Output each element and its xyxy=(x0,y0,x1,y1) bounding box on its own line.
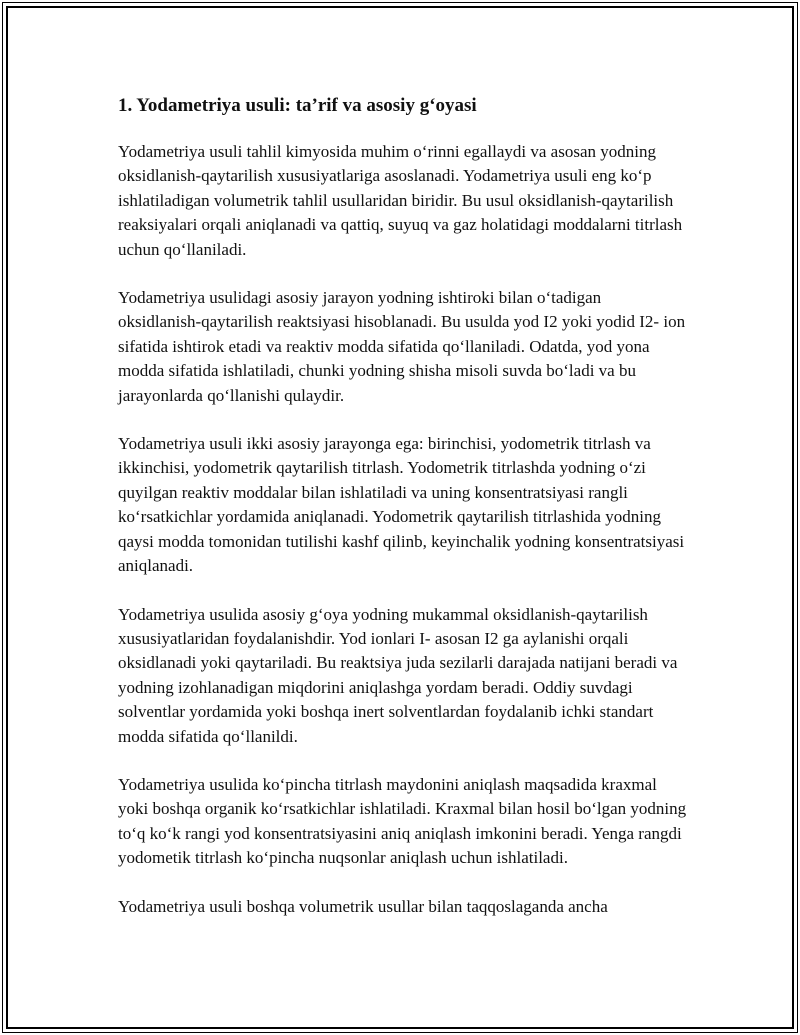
paragraph-2: Yodametriya usulidagi asosiy jarayon yodning ishtiroki bilan o‘tadigan oksidlanish-qaytarilish reaktsiyasi hisoblanadi. Bu usulda yod I2 yoki yodid I2- ion sifatida ishtirok etadi va reaktiv modda sifatida qo‘llaniladi. Odatda, yod yona modda sifatida ishlatiladi, chunki yodning shisha misoli suvda bo‘ladi va bu jarayonlarda qo‘llanishi qulaydir. xyxy=(118,288,686,405)
section-heading: 1. Yodametriya usuli: ta’rif va asosiy g‘oyasi xyxy=(118,95,477,116)
paragraph-3: Yodametriya usuli ikki asosiy jarayonga ega: birinchisi, yodometrik titrlash va ikkinchisi, yodometrik qaytarilish titrlash. Yodometrik titrlashda yodning o‘zi quyilgan reaktiv moddalar bilan ishlatiladi va uning konsentratsiyasi rangli ko‘rsatkichlar yordamida aniqlanadi. Yodometrik qaytarilish titrlashida yodning qaysi modda tomonidan tutilishi kashf qilinb, keyinchalik yodning konsentratsiyasi aniqlanadi. xyxy=(118,434,685,576)
paragraph-5: Yodametriya usulida ko‘pincha titrlash maydonini aniqlash maqsadida kraxmal yoki boshqa organik ko‘rsatkichlar ishlatiladi. Kraxmal bilan hosil bo‘lgan yodning to‘q ko‘k rangi yod konsentratsiyasini aniq aniqlash imkonini beradi. Yenga rangdi yodometik titrlash ko‘pincha nuqsonlar aniqlash uchun ishlatiladi. xyxy=(118,774,687,868)
paragraph-4: Yodametriya usulida asosiy g‘oya yodning mukammal oksidlanish-qaytarilish xususiyatlaridan foydalanishdir. Yod ionlari I- asosan I2 ga aylanishi orqali oksidlanadi yoki qaytariladi. Bu reaktsiya juda sezilarli darajada natijani beradi va yodning izohlanadigan miqdorini aniqlashga yordam beradi. Oddiy suvdagi solventlar yordamida yoki boshqa inert solventlardan foydalanib ichki standart modda sifatida qo‘llanildi. xyxy=(118,604,678,746)
paragraph-1: Yodametriya usuli tahlil kimyosida muhim o‘rinni egallaydi va asosan yodning oksidlanish-qaytarilish xususiyatlariga asoslanadi. Yodametriya usuli eng ko‘p ishlatiladigan volumetrik tahlil usullaridan biridir. Bu usul oksidlanish-qaytarilish reaksiyalari orqali aniqlanadi va qattiq, suyuq va gaz holatidagi moddalarni titrlash uchun qo‘llaniladi. xyxy=(118,142,683,259)
document-body xyxy=(118,92,688,943)
paragraph-6: Yodametriya usuli boshqa volumetrik usullar bilan taqqoslaganda ancha xyxy=(118,896,608,916)
